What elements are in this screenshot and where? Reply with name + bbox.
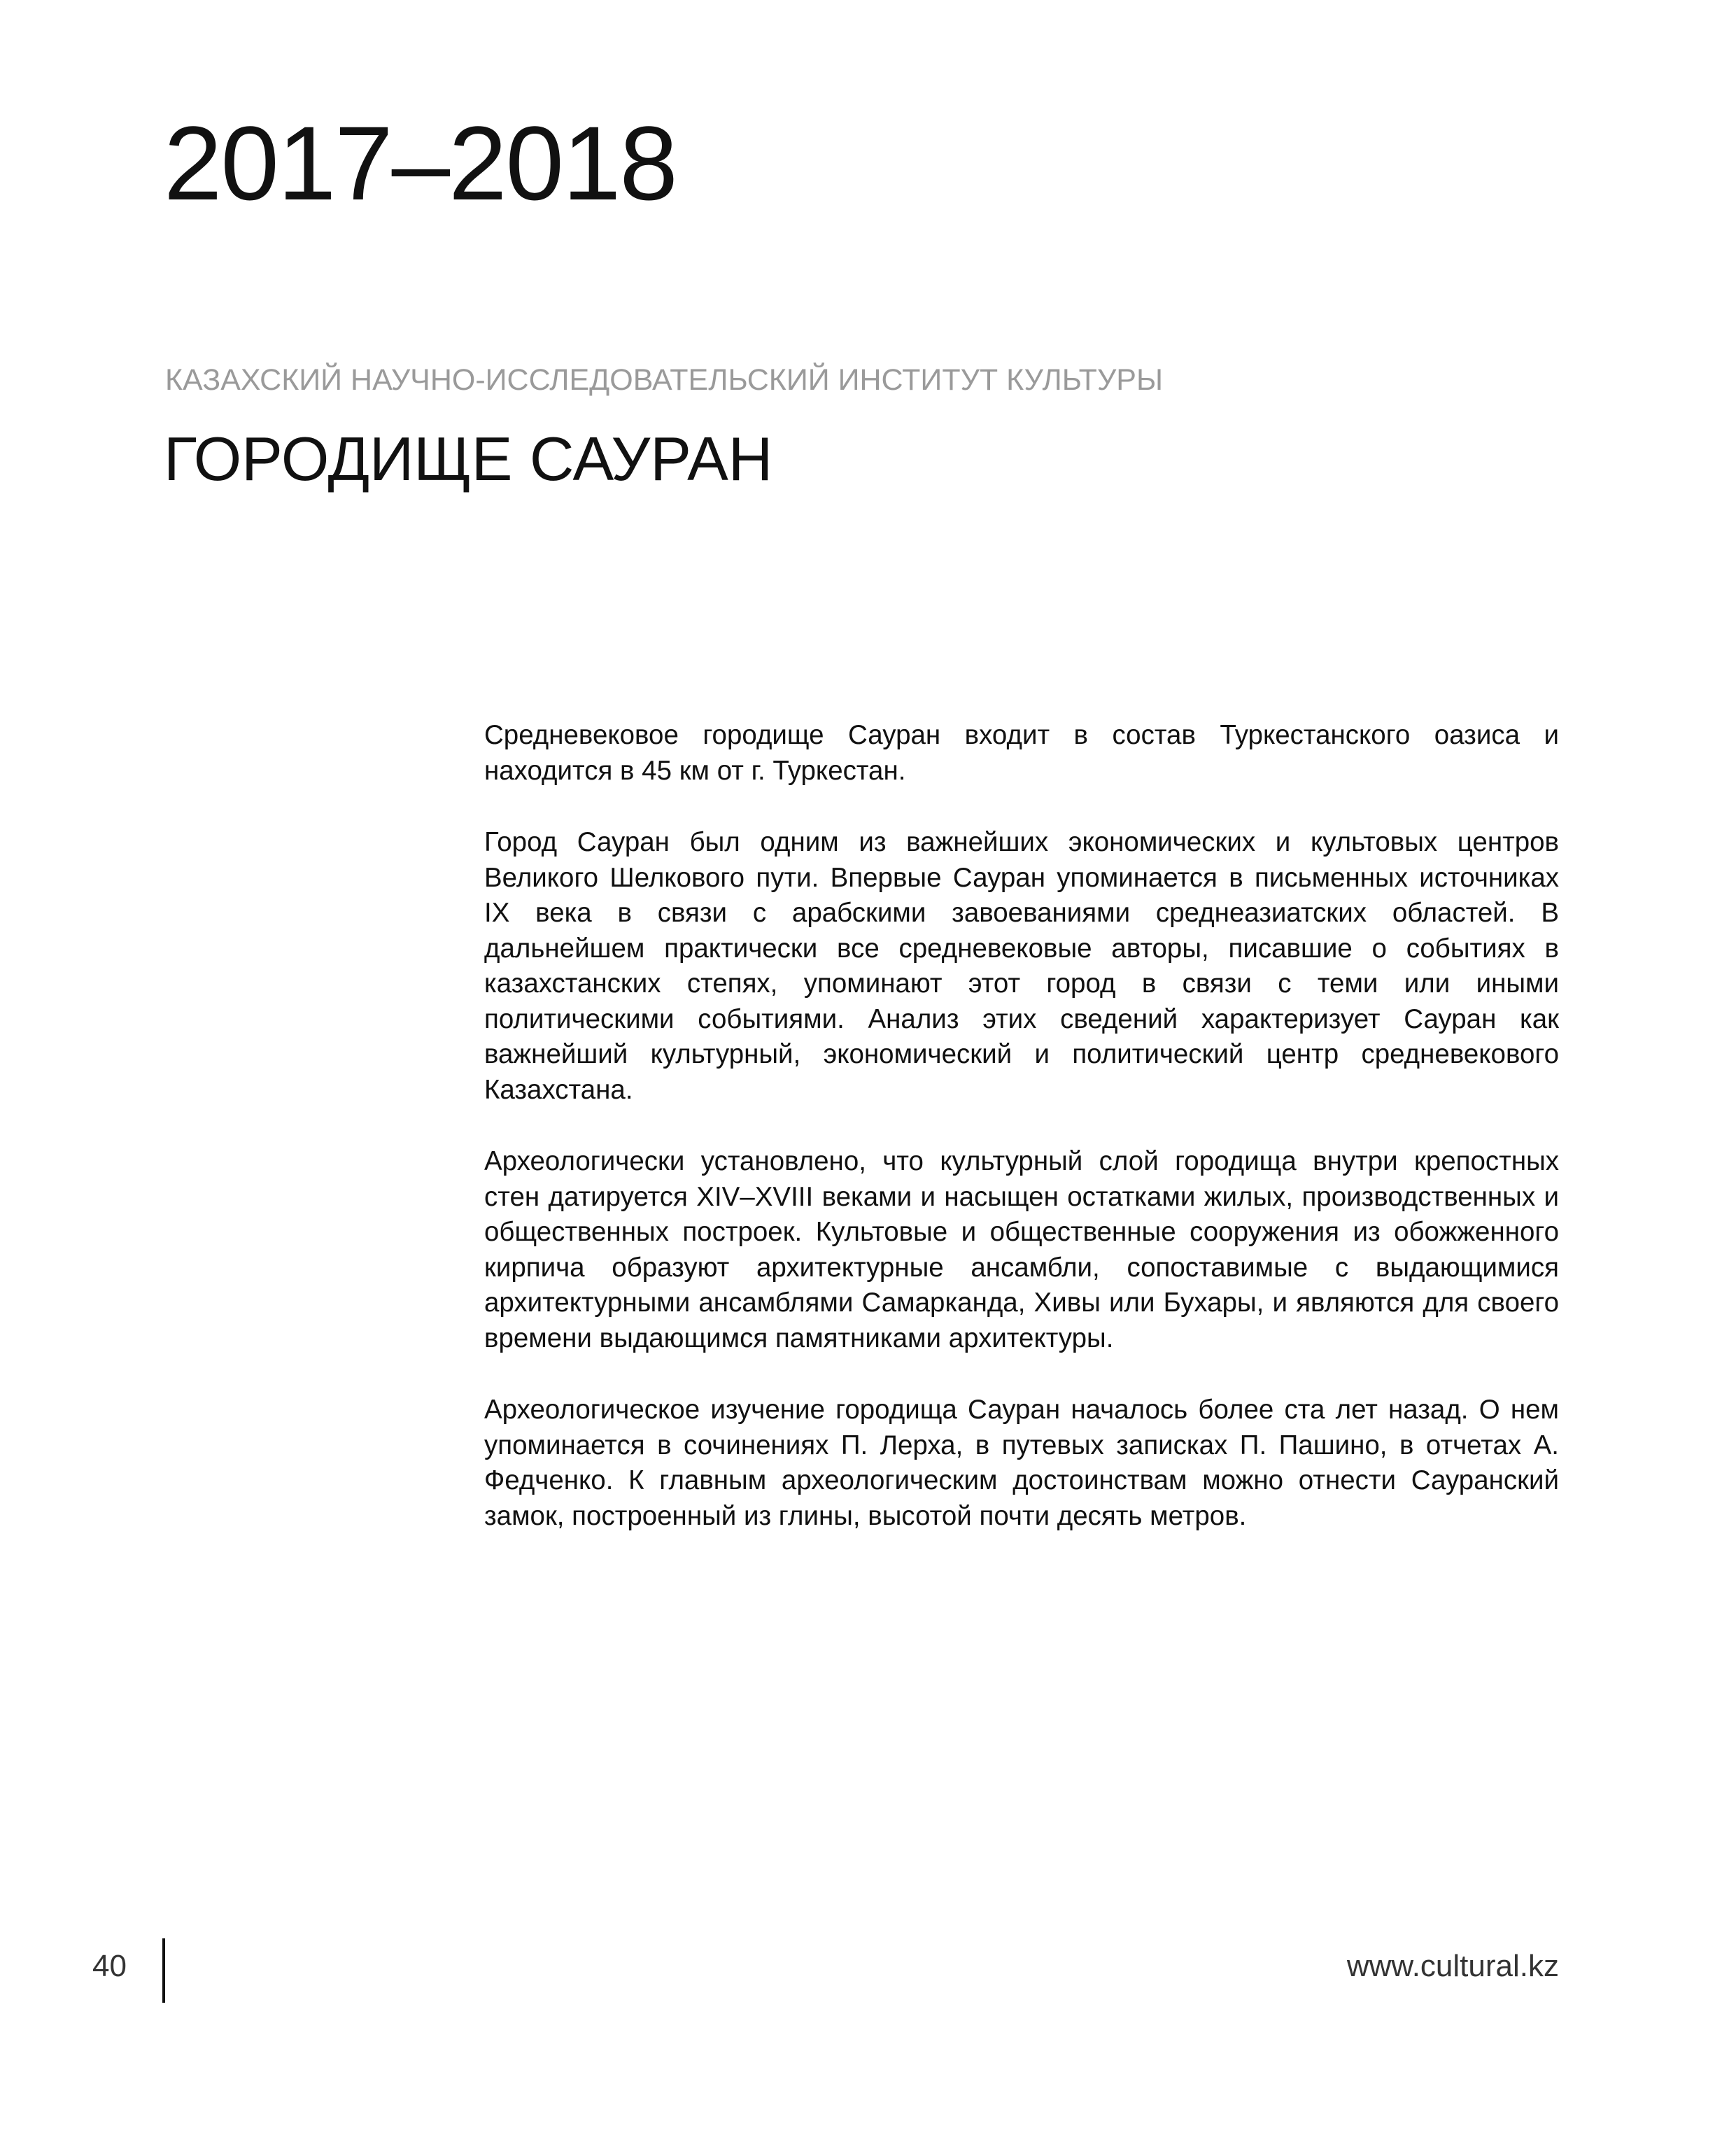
article-paragraph-4: Археологическое изучение городища Сауран началось более ста лет назад. О нем упоминается в сочинениях П. Лерха, в путевых записках П. Пашино, в отчетах А. Федченко. К главным археологическим достоинствам можно отнести Сауранский замок, построенный из глины, высотой почти десять метров.: [484, 1395, 1559, 1531]
article-paragraph-1: Средневековое городище Сауран входит в состав Туркестанского оазиса и находится в 45 км от г. Туркестан.: [484, 720, 1559, 786]
institute-name: КАЗАХСКИЙ НАУЧНО-ИССЛЕДОВАТЕЛЬСКИЙ ИНСТИТУТ КУЛЬТУРЫ: [165, 363, 1164, 397]
article-body: [484, 718, 1559, 1570]
footer-divider: [162, 1938, 165, 2003]
article-paragraph-3: Археологически установлено, что культурный слой городища внутри крепостных стен датируется XIV–XVIII веками и насыщен остатками жилых, производственных и общественных построек. Культовые и общественные сооружения из обожженного кирпича образуют архитектурные ансамбли, сопоставимые с выдающимися архитектурными ансамблями Самарканда, Хивы или Бухары, и являются для своего времени выдающимся памятниками архитектуры.: [484, 1146, 1559, 1353]
page-title: ГОРОДИЩЕ САУРАН: [164, 424, 773, 493]
year-heading: 2017–2018: [164, 104, 677, 222]
website-url: www.cultural.kz: [1346, 1949, 1559, 1983]
page-number: 40: [92, 1949, 127, 1983]
article-paragraph-2: Город Сауран был одним из важнейших экономических и культовых центров Великого Шелкового пути. Впервые Сауран упоминается в письменных источниках IX века в связи с арабскими завоеваниями среднеазиатских областей. В дальнейшем практически все средневековые авторы, писавшие о событиях в казахстанских степях, упоминают этот город в связи с теми или иными политическими событиями. Анализ этих сведений характеризует Сауран как важнейший культурный, экономический и политический центр средневекового Казахстана.: [484, 827, 1559, 1105]
